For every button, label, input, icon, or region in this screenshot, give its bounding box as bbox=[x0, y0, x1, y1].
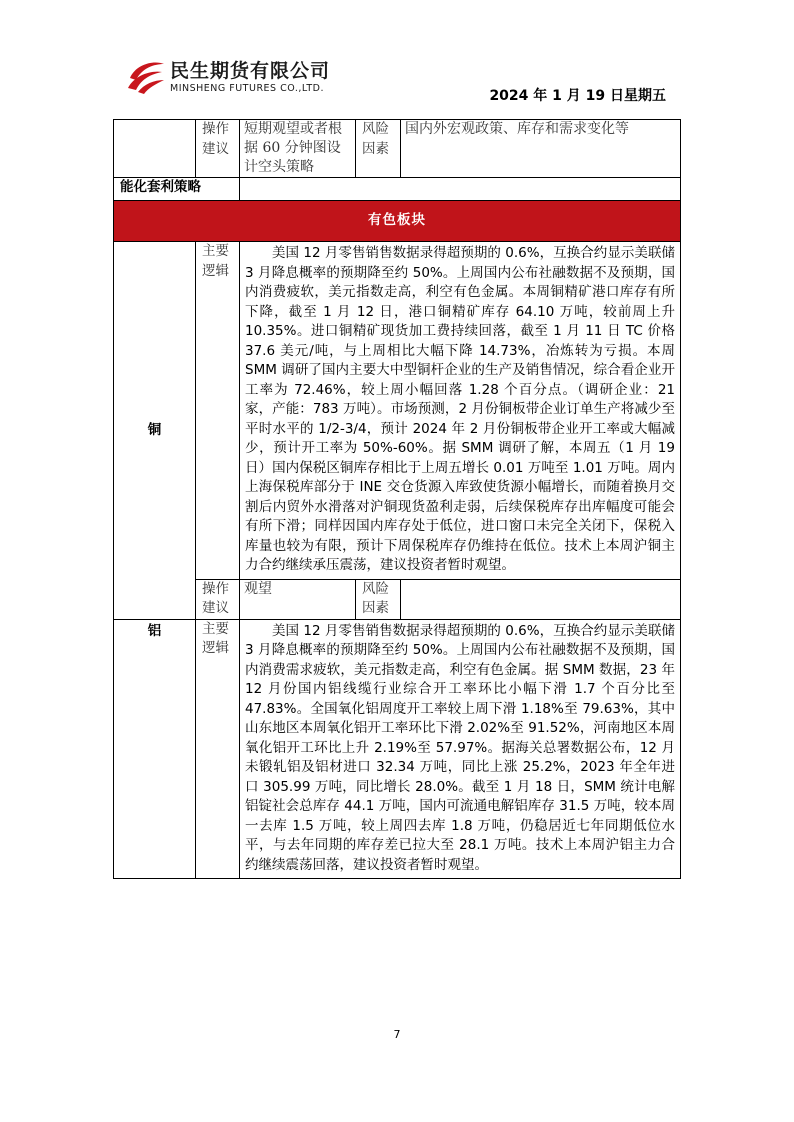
arbitrage-row bbox=[114, 178, 681, 201]
blank-cell bbox=[114, 120, 196, 178]
section-title: 有色板块 bbox=[114, 201, 681, 242]
company-name-en: MINSHENG FUTURES CO.,LTD. bbox=[170, 83, 324, 94]
strategy-table bbox=[113, 119, 681, 879]
risk-text: 国内外宏观政策、库存和需求变化等 bbox=[401, 120, 681, 178]
metal-name-aluminum: 铝 bbox=[114, 619, 196, 879]
copper-logic-paragraph: 美国 12 月零售销售数据录得超预期的 0.6%，互换合约显示美联储 3 月降息概率的预期降至约 50%。上周国内公布社融数据不及预期，国内消费疲软，美元指数走高，利空有色金属。本周铜精矿港口库存有所下降，截至 1 月 12 日，港口铜精矿库存 64.10 万吨，较前周上升 10.35%。进口铜精矿现货加工费持续回落，截至 1 月 11 日 TC 价格 37.6 美元/吨，与上周相比大幅下降 14.73%，冶炼转为亏损。本周 SMM 调研了国内主要大中型铜杆企业的生产及销售情况，综合看企业开工率为 72.46%，较上周小幅回落 1.28 个百分点。（调研企业：21 家，产能：783 万吨）。市场预测，2 月份铜板带企业订单生产将减少至平时水平的 1/2-3/4，预计 2024 年 2 月份铜板带企业开工率或大幅减少，预计开工率为 50%-60%。据 SMM 调研了解，本周五（1 月 19 日）国内保税区铜库存相比于上周五增长 0.01 万吨至 1.01 万吨。周内上海保税库部分于 INE 交仓货源入库致使货源小幅增长，而随着换月交割后内贸外水滑落对沪铜现货盈利走弱，后续保税库存出库幅度可能会有所下滑；同样因国内库存处于低位，进口窗口未完全关闭下，保税入库量也较为有限，预计下周保税库存仍维持在低位。技术上本周沪铜主力合约继续承压震荡，建议投资者暂时观望。 bbox=[245, 245, 675, 573]
copper-operation-text: 观望 bbox=[240, 579, 356, 619]
minsheng-logo-icon bbox=[126, 58, 166, 94]
operation-label: 操作建议 bbox=[196, 579, 240, 619]
logic-label: 主要逻辑 bbox=[196, 242, 240, 580]
company-name-cn: 民生期货有限公司 bbox=[170, 60, 331, 82]
aluminum-logic-paragraph: 美国 12 月零售销售数据录得超预期的 0.6%，互换合约显示美联储 3 月降息概率的预期降至约 50%。上周国内公布社融数据不及预期，国内消费需求疲软，美元指数走高，利空有色金属。据 SMM 数据，23 年 12 月份国内铝线缆行业综合开工率环比小幅下滑 1.7 个百分比至 47.83%。全国氧化铝周度开工率较上周下滑 1.18%至 79.63%，其中山东地区本周氧化铝开工率环比下滑 2.02%至 91.52%，河南地区本周氧化铝开工环比上升 2.19%至 57.97%。据海关总署数据公布，12 月未锻轧铝及铝材进口 32.34 万吨，同比上涨 25.2%，2023 年全年进口 305.99 万吨，同比增长 28.0%。截至 1 月 18 日，SMM 统计电解铝锭社会总库存 44.1 万吨，国内可流通电解铝库存 31.5 万吨，较本周一去库 1.5 万吨，较上周四去库 1.8 万吨，仍稳居近七年同期低位水平，与去年同期的库存差已拉大至 28.1 万吨。技术上本周沪铝主力合约继续震荡回落，建议投资者暂时观望。 bbox=[245, 622, 675, 873]
company-logo bbox=[126, 56, 366, 102]
page-header bbox=[0, 0, 794, 112]
logic-label: 主要逻辑 bbox=[196, 619, 240, 879]
copper-logic-row bbox=[114, 242, 681, 580]
page-number: 7 bbox=[393, 1028, 401, 1041]
section-row bbox=[114, 201, 681, 242]
aluminum-logic-text bbox=[240, 619, 681, 879]
top-operation-row bbox=[114, 120, 681, 178]
aluminum-logic-row bbox=[114, 619, 681, 879]
copper-logic-text bbox=[240, 242, 681, 580]
operation-label: 操作建议 bbox=[196, 120, 240, 178]
operation-text: 短期观望或者根据 60 分钟图设计空头策略 bbox=[240, 120, 356, 178]
copper-risk-text bbox=[401, 579, 681, 619]
metal-name-copper: 铜 bbox=[114, 242, 196, 620]
risk-label: 风险因素 bbox=[356, 120, 401, 178]
report-date: 2024 年 1 月 19 日星期五 bbox=[489, 88, 666, 104]
risk-label: 风险因素 bbox=[356, 579, 401, 619]
copper-operation-row bbox=[114, 579, 681, 619]
arbitrage-label: 能化套利策略 bbox=[114, 178, 240, 201]
arbitrage-content bbox=[240, 178, 681, 201]
